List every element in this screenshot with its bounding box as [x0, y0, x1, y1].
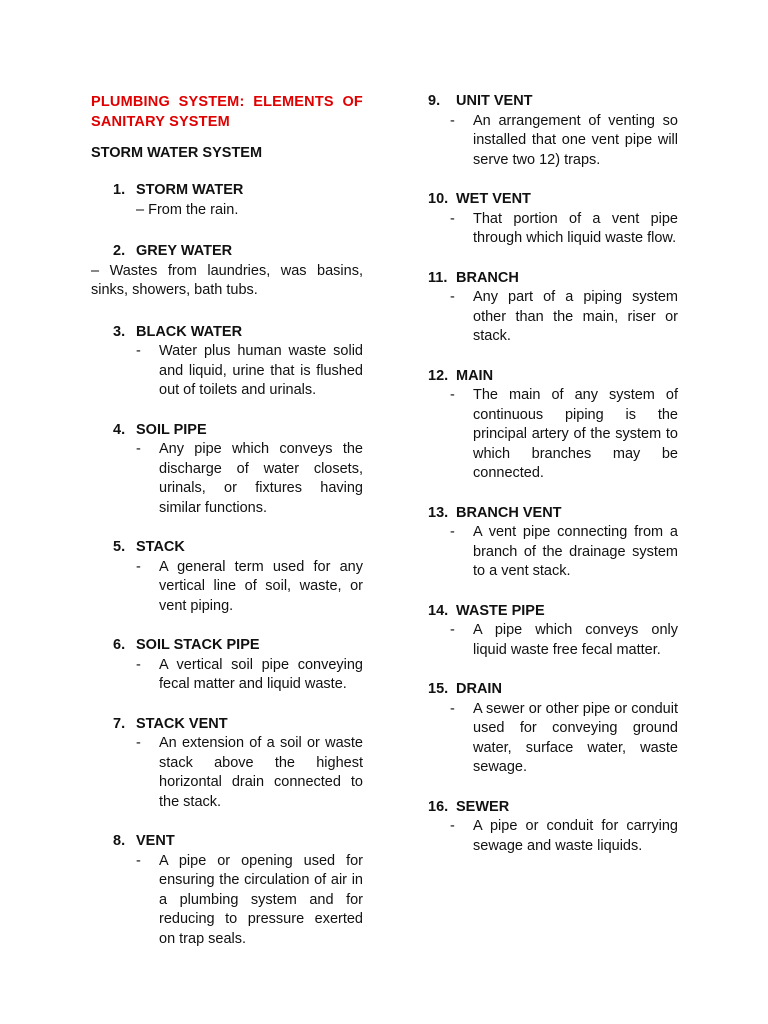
item-description: A vent pipe connecting from a branch of the drainage system to a vent stack.	[473, 524, 678, 579]
list-item	[428, 798, 678, 857]
dash-bullet: -	[136, 852, 141, 869]
list-item	[91, 181, 363, 220]
item-description-row	[428, 700, 678, 778]
item-description: The main of any system of continuous piping is the principal artery of the system to which branches may be connected.	[473, 387, 678, 481]
item-number: 11.	[428, 269, 448, 286]
list-item	[91, 636, 363, 695]
item-title	[113, 181, 363, 201]
item-title-text: SOIL STACK PIPE	[136, 637, 260, 653]
item-number: 7.	[113, 715, 126, 732]
item-description: A pipe or opening used for ensuring the circulation of air in a plumbing system and for reducing to pressure exerted on trap seals.	[159, 852, 363, 947]
list-item	[428, 269, 678, 347]
item-description: A sewer or other pipe or conduit used for conveying ground water, surface water, waste sewage.	[473, 700, 678, 775]
item-number: 9.	[428, 93, 441, 109]
list-item	[428, 367, 678, 484]
item-description: Any pipe which conveys the discharge of water closets, urinals, or fixtures having similar functions.	[159, 441, 363, 516]
item-title-text: MAIN	[456, 367, 494, 384]
item-description: A vertical soil pipe conveying fecal matter and liquid waste.	[159, 656, 363, 692]
list-item	[428, 504, 678, 582]
item-description: A pipe or conduit for carrying sewage and waste liquids.	[473, 818, 678, 854]
list-item	[91, 832, 363, 949]
left-item-list	[91, 181, 363, 949]
item-number: 14.	[428, 602, 449, 619]
item-title-text: STACK VENT	[136, 715, 228, 732]
item-description-row	[91, 440, 363, 518]
item-number: 10.	[428, 191, 449, 207]
item-description: An extension of a soil or waste stack above the highest horizontal drain connected to the stack.	[159, 735, 363, 810]
item-description-row	[428, 386, 678, 484]
item-description-row	[91, 852, 363, 950]
item-title	[428, 602, 678, 622]
item-number: 12.	[428, 367, 449, 384]
item-description: Water plus human waste solid and liquid, urine that is flushed out of toilets and urinals.	[159, 343, 363, 398]
item-title-text: WET VENT	[456, 191, 531, 207]
item-title	[428, 367, 678, 387]
item-number: 16.	[428, 798, 449, 815]
item-description-row	[91, 558, 363, 617]
item-description-row	[91, 342, 363, 401]
list-item	[91, 323, 363, 401]
item-description-row	[428, 288, 678, 347]
item-title-text: VENT	[136, 833, 175, 849]
item-title	[428, 92, 678, 112]
item-description: That portion of a vent pipe through which liquid waste flow.	[473, 210, 678, 246]
list-item	[91, 538, 363, 616]
item-title	[113, 323, 363, 343]
item-description-row	[428, 112, 678, 171]
item-title	[428, 504, 678, 524]
item-number: 5.	[113, 539, 126, 555]
list-item	[91, 715, 363, 813]
dash-bullet: -	[450, 818, 455, 834]
item-number: 6.	[113, 637, 126, 653]
item-description-row	[428, 523, 678, 582]
dash-bullet: -	[136, 735, 141, 751]
item-title	[113, 832, 363, 852]
dash-bullet: -	[450, 387, 455, 403]
item-number: 8.	[113, 833, 126, 849]
item-description: A pipe which conveys only liquid waste free fecal matter.	[473, 622, 678, 658]
item-title-text: SEWER	[456, 798, 510, 815]
item-description: An arrangement of venting so installed that one vent pipe will serve two 12) traps.	[473, 112, 678, 168]
item-description-row	[428, 210, 678, 249]
item-title	[113, 538, 363, 558]
dash-bullet: -	[450, 700, 455, 717]
item-title	[428, 190, 678, 210]
list-item	[91, 242, 363, 301]
item-title	[113, 636, 363, 656]
dash-bullet: -	[450, 622, 455, 638]
dash-bullet: -	[136, 558, 141, 575]
dash-bullet: -	[450, 289, 455, 305]
item-number: 13.	[428, 504, 449, 521]
item-title	[113, 421, 363, 441]
item-title	[428, 680, 678, 700]
document-title: PLUMBING SYSTEM: ELEMENTS OF SANITARY SYSTEM	[91, 94, 363, 130]
item-title-text: BLACK WATER	[136, 323, 243, 340]
item-title-text: GREY WATER	[136, 243, 233, 259]
item-description: – From the rain.	[136, 201, 239, 218]
list-item	[428, 602, 678, 661]
item-title-text: STORM WATER	[136, 182, 244, 198]
item-title-text: SOIL PIPE	[136, 421, 207, 438]
item-description-row	[91, 734, 363, 812]
item-description-row	[428, 621, 678, 660]
list-item	[91, 421, 363, 519]
list-item	[428, 190, 678, 249]
section-heading: STORM WATER SYSTEM	[91, 145, 263, 161]
dash-bullet: -	[136, 441, 141, 457]
item-description-row	[91, 656, 363, 695]
item-title-text: UNIT VENT	[456, 93, 533, 109]
dash-bullet: -	[450, 524, 455, 540]
item-title-text: BRANCH VENT	[456, 504, 562, 521]
item-title-text: DRAIN	[456, 681, 502, 697]
item-title-text: STACK	[136, 539, 185, 555]
item-title	[113, 242, 363, 262]
right-item-list	[428, 92, 678, 856]
item-number: 15.	[428, 681, 449, 697]
item-number: 4.	[113, 421, 126, 438]
item-title-text: BRANCH	[456, 269, 519, 286]
dash-bullet: -	[450, 112, 455, 129]
item-title	[428, 269, 678, 289]
right-column	[428, 92, 678, 856]
dash-bullet: -	[136, 656, 141, 673]
item-description: – Wastes from laundries, was basins, sinks, showers, bath tubs.	[91, 262, 363, 298]
item-title-text: WASTE PIPE	[456, 602, 545, 619]
dash-bullet: -	[450, 210, 455, 227]
item-description: A general term used for any vertical line of soil, waste, or vent piping.	[159, 558, 363, 614]
item-number: 3.	[113, 323, 126, 340]
item-number: 1.	[113, 182, 126, 198]
list-item	[428, 680, 678, 778]
item-number: 2.	[113, 243, 126, 259]
left-column	[91, 92, 363, 949]
item-title	[428, 798, 678, 818]
dash-bullet: -	[136, 343, 141, 359]
item-description: Any part of a piping system other than the main, riser or stack.	[473, 289, 678, 344]
item-description-row	[428, 817, 678, 856]
list-item	[428, 92, 678, 170]
item-title	[113, 715, 363, 735]
